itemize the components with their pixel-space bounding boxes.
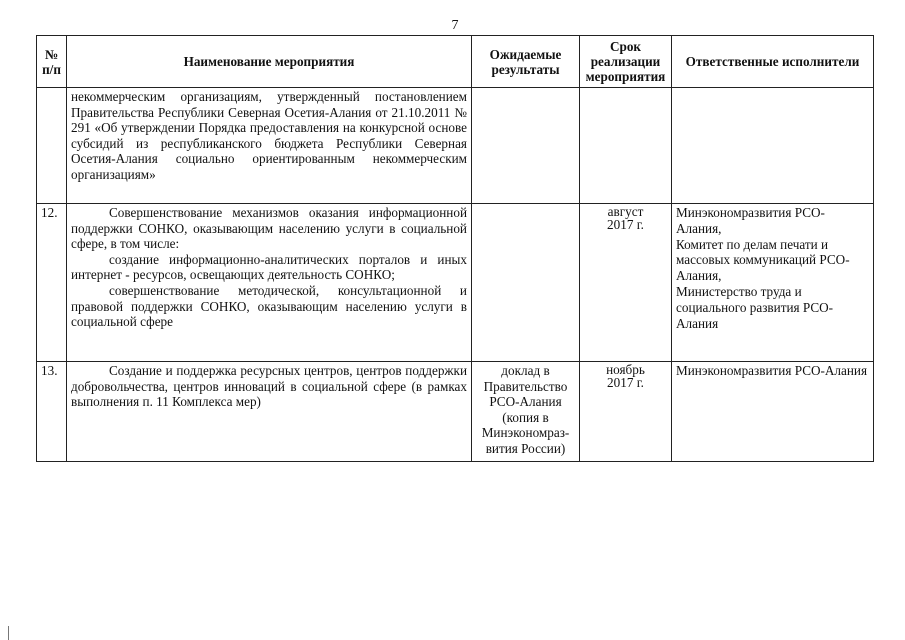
header-num: № п/п: [37, 36, 67, 88]
header-name: Наименование мероприятия: [67, 36, 472, 88]
page-number: 7: [451, 18, 459, 33]
row-num: [37, 88, 67, 204]
row-term-month: август: [607, 204, 644, 219]
table-row: [37, 362, 874, 462]
header-term: Срок реализации мероприятия: [580, 36, 672, 88]
header-results: Ожидаемые результаты: [472, 36, 580, 88]
row-name-paragraph: некоммерческим организациям, утвержденный постановлением Правительства Республики Северная Осетия-Алания от 21.10.2011 № 291 «Об утверждении Порядка предоставления на конкурсной основе субсидий из республиканского бюджета Республики Северная Осетия-Алания социально ориентированным некоммерческим организациям»: [71, 89, 467, 182]
responsible-entry: Комитет по делам печати и массовых коммуникаций РСО-Алания,: [676, 236, 850, 284]
row-term: [580, 204, 672, 362]
plan-table: [36, 35, 874, 462]
row-term-month: ноябрь: [606, 362, 645, 377]
table-row: [37, 88, 874, 204]
row-results: [472, 204, 580, 362]
row-results: доклад в Правительство РСО-Алания (копия в Минэкономраз-вития России): [472, 362, 580, 462]
responsible-entry: Минэкономразвития РСО-Алания,: [676, 205, 825, 236]
row-term-year: 2017 г.: [607, 375, 644, 390]
row-name: [67, 204, 472, 362]
row-name: [67, 362, 472, 462]
row-term-year: 2017 г.: [607, 217, 644, 232]
scan-edge-mark: [8, 626, 9, 640]
row-name-paragraph: совершенствование методической, консультационной и правовой поддержки СОНКО, оказывающим населению услуги в социальной сфере: [71, 282, 467, 330]
row-responsible: [672, 204, 874, 362]
row-results: [472, 88, 580, 204]
row-responsible: [672, 88, 874, 204]
row-name-paragraph: создание информационно-аналитических порталов и иных интернет - ресурсов, освещающих деятельность СОНКО;: [71, 251, 467, 283]
row-term: [580, 88, 672, 204]
row-num: 12.: [37, 204, 67, 362]
row-name-paragraph: Создание и поддержка ресурсных центров, центров поддержки добровольчества, центров инноваций в социальной сфере (в рамках выполнения п. 11 Комплекса мер): [71, 363, 467, 410]
table-row: [37, 204, 874, 362]
row-name-paragraph: Совершенствование механизмов оказания информационной поддержки СОНКО, оказывающим населению услуги в социальной сфере, в том числе:: [71, 205, 467, 252]
responsible-entry: Минэкономразвития РСО-Алания: [676, 363, 868, 378]
header-responsible: Ответственные исполнители: [672, 36, 874, 88]
row-term: [580, 362, 672, 462]
table-header-row: [37, 36, 874, 88]
row-num: 13.: [37, 362, 67, 462]
responsible-entry: Министерство труда и социального развития РСО-Алания: [676, 283, 834, 331]
row-name: [67, 88, 472, 204]
row-responsible: [672, 362, 874, 462]
